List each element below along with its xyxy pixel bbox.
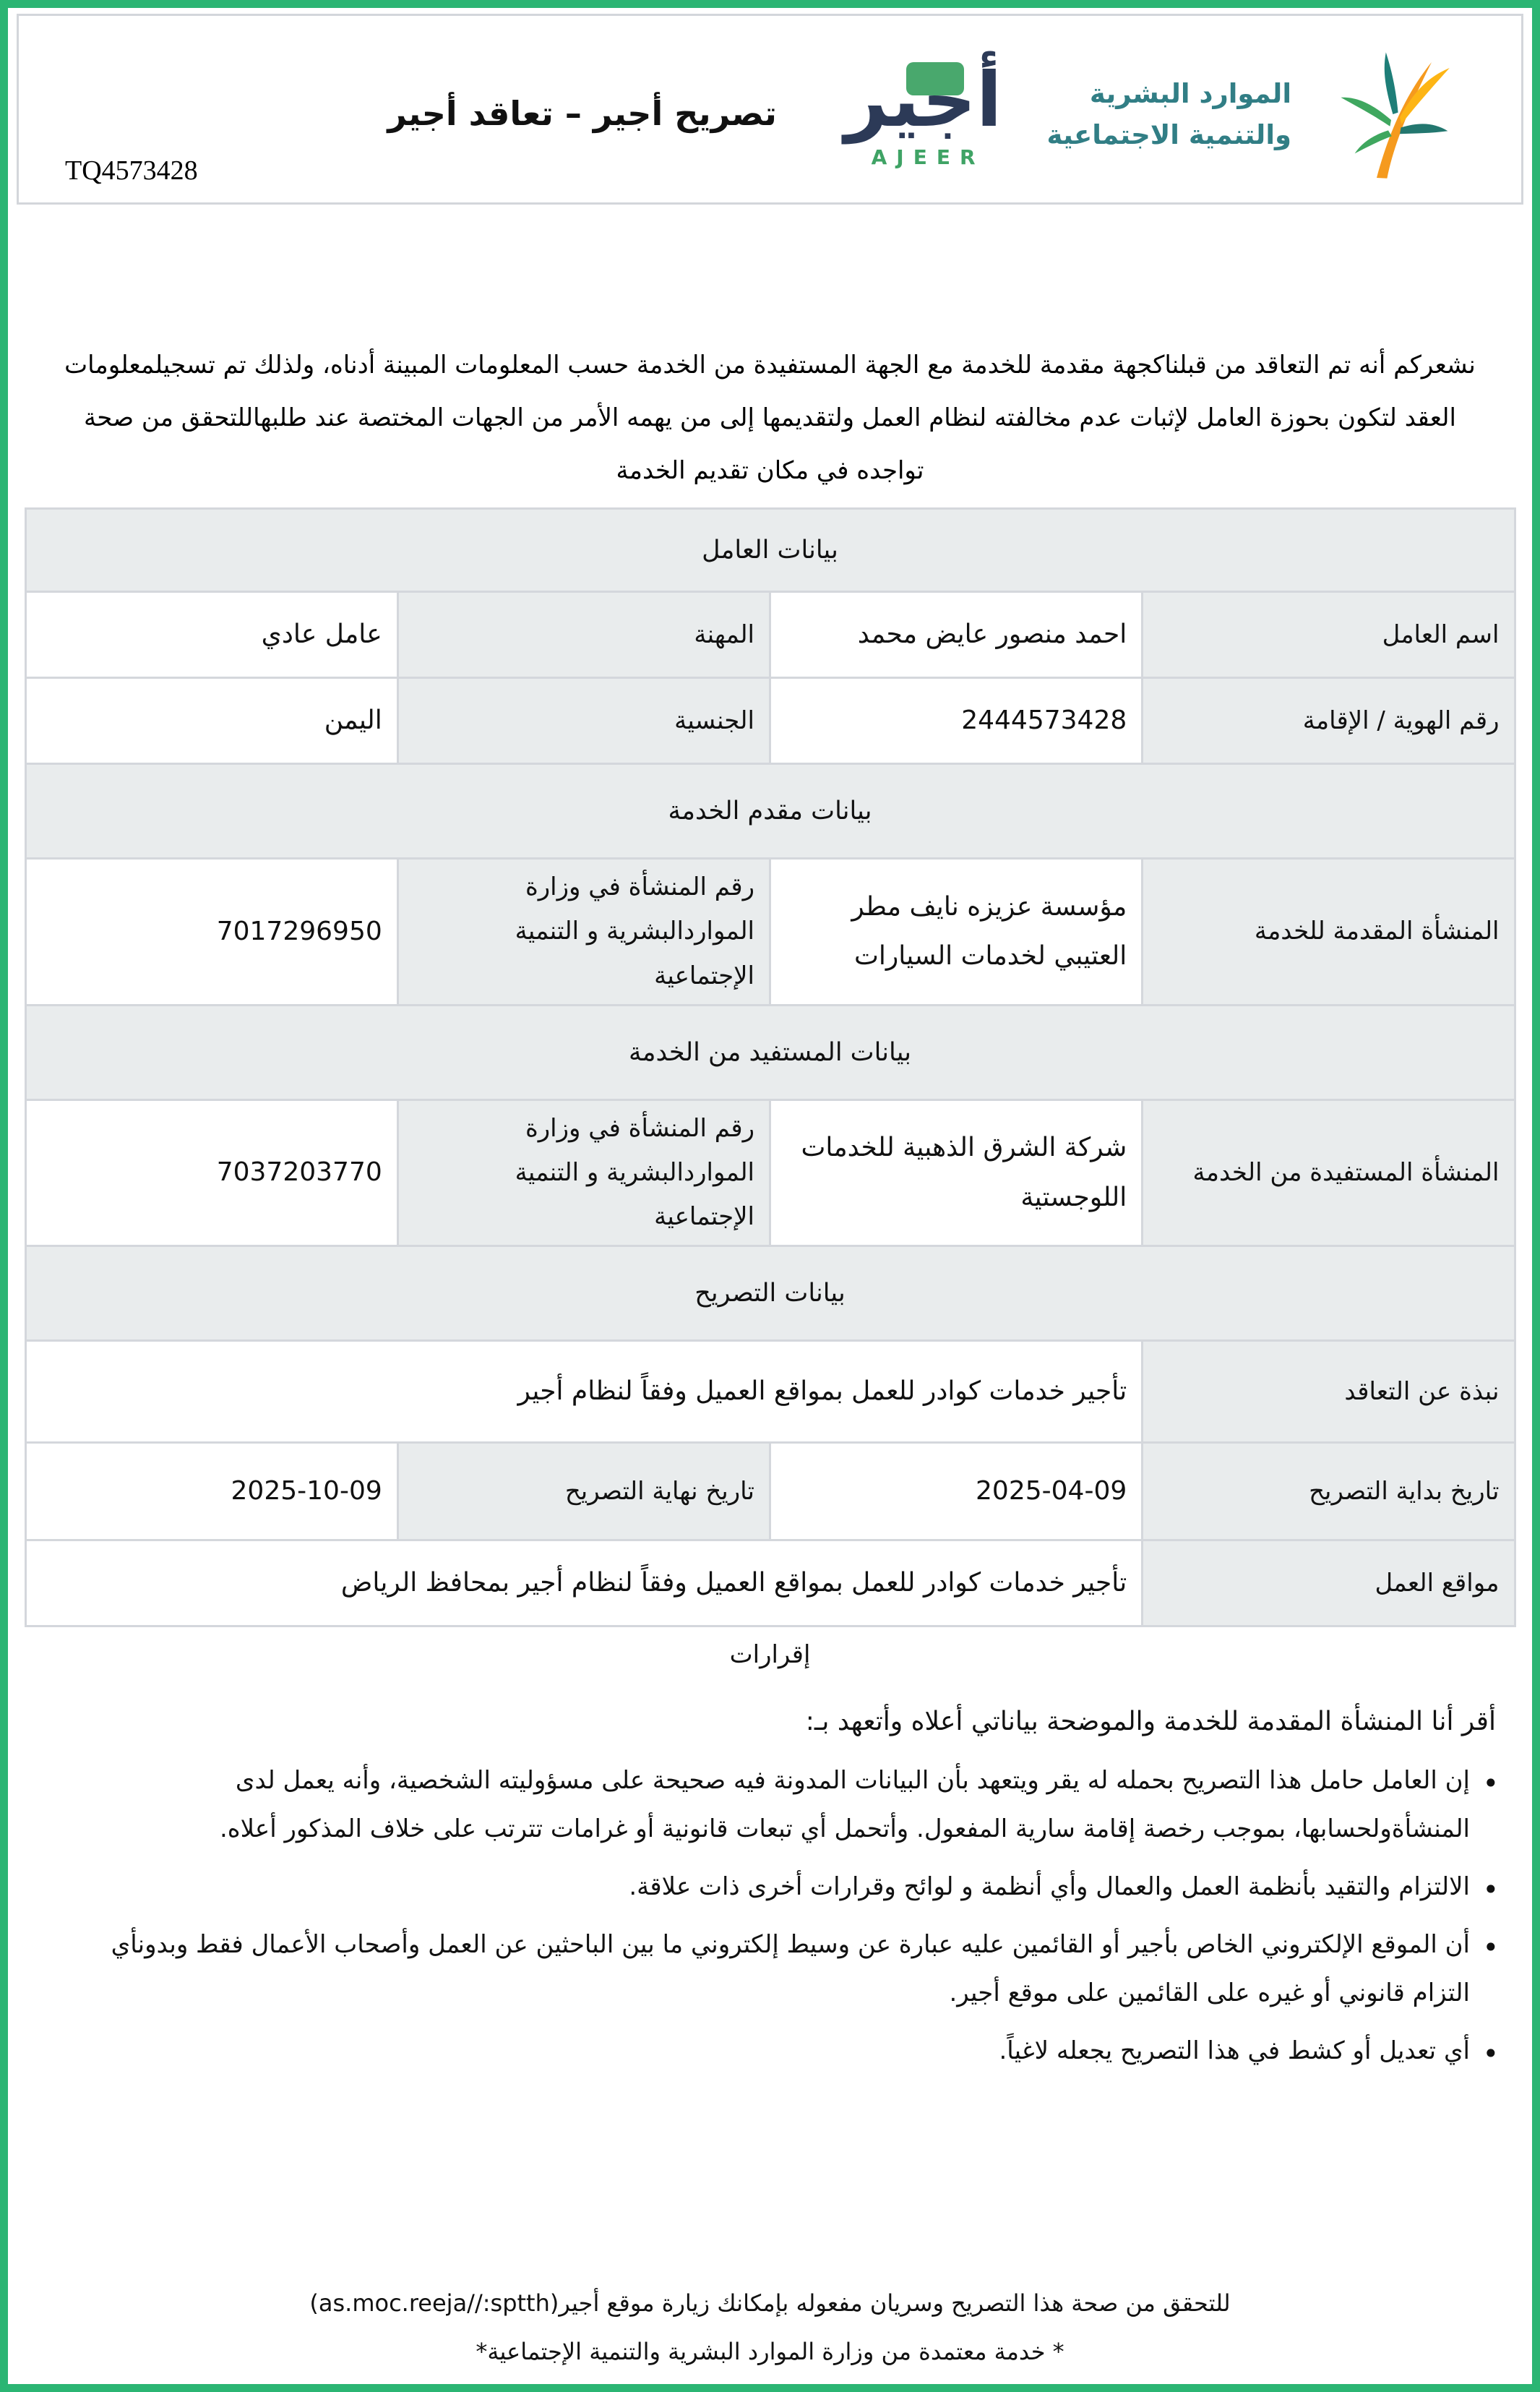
declarations-intro: أقر أنا المنشأة المقدمة للخدمة والموضحة بياناتي أعلاه وأتعهد بـ: (805, 1707, 1496, 1737)
footer (8, 2284, 1532, 2371)
section-permit-header (25, 1246, 1515, 1341)
section-provider-header (25, 764, 1515, 859)
table-row-contract-summary (25, 1341, 1515, 1443)
worker-name-label: اسم العامل (1143, 592, 1515, 678)
declarations-list (51, 1757, 1500, 2075)
profession-label: المهنة (397, 592, 770, 678)
provider-establishment-label: المنشأة المقدمة للخدمة (1143, 859, 1515, 1006)
header-logos (845, 42, 1458, 187)
declaration-item: • أي تعديل أو كشط في هذا التصريح يجعله لاغياً. (51, 2027, 1500, 2075)
header (17, 14, 1523, 205)
ministry-wordmark (1046, 73, 1291, 156)
contract-summary-label: نبذة عن التعاقد (1143, 1341, 1515, 1443)
declaration-item: • أن الموقع الإلكتروني الخاص بأجير أو القائمين عليه عبارة عن وسيط إلكتروني ما بين الباحثين عن العمل وأصحاب الأعمال فقط وبدونأي التزام قانوني أو غيره على القائمين على موقع أجير. (51, 1921, 1500, 2017)
worker-name-value: احمد منصور عايض محمد (770, 592, 1143, 678)
beneficiary-establishment-label: المنشأة المستفيدة من الخدمة (1143, 1099, 1515, 1246)
ajeer-logo (844, 56, 1002, 169)
footer-approved-line: * خدمة معتمدة من وزارة الموارد البشرية والتنمية الإجتماعية* (476, 2337, 1064, 2365)
beneficiary-establishment-value: شركة الشرق الذهبية للخدمات اللوجستية (770, 1099, 1143, 1246)
permit-table (25, 507, 1516, 1627)
work-locations-label: مواقع العمل (1143, 1540, 1515, 1626)
provider-mol-number-value: 7017296950 (25, 859, 397, 1006)
section-title: بيانات المستفيد من الخدمة (25, 1005, 1515, 1099)
section-title: بيانات التصريح (25, 1246, 1515, 1341)
footer-verify-line (8, 2284, 1532, 2323)
table-row-worker-name (25, 592, 1515, 678)
page-title: تصريح أجير – تعاقد أجير (387, 94, 777, 133)
declaration-item: • إن العامل حامل هذا التصريح بحمله له يقر ويتعهد بأن البيانات المدونة فيه صحيحة على مسؤوليته الشخصية، وأنه يعمل لدى المنشأةولحسابها، بموجب رخصة إقامة سارية المفعول. وأتحمل أي تبعات قانونية أو غرامات تترتب على خلاف المذكور أعلاه. (51, 1757, 1500, 1853)
ajeer-logo-arabic: أجير (844, 56, 1002, 145)
footer-verify-url: (as.moc.reeja//:sptth) (309, 2289, 559, 2318)
table-row-work-locations (25, 1540, 1515, 1626)
declarations-title: إقرارات (729, 1640, 811, 1670)
table-row-worker-id (25, 678, 1515, 764)
table-row-permit-dates (25, 1443, 1515, 1540)
beneficiary-mol-number-label: رقم المنشأة في وزارة المواردالبشرية و التنمية الإجتماعية (397, 1099, 770, 1246)
start-date-label: تاريخ بداية التصريح (1143, 1443, 1515, 1540)
end-date-label: تاريخ نهاية التصريح (397, 1443, 770, 1540)
id-number-label: رقم الهوية / الإقامة (1143, 678, 1515, 764)
ministry-palm-icon (1336, 40, 1458, 189)
nationality-label: الجنسية (397, 678, 770, 764)
section-beneficiary-header (25, 1005, 1515, 1099)
contract-summary-value: تأجير خدمات كوادر للعمل بمواقع العميل وفقاً لنظام أجير (25, 1341, 1143, 1443)
provider-establishment-value: مؤسسة عزيزه نايف مطر العتيبي لخدمات السيارات (770, 859, 1143, 1006)
ministry-line2: والتنمية الاجتماعية (1046, 119, 1291, 150)
declaration-item: • الالتزام والتقيد بأنظمة العمل والعمال وأي أنظمة و لوائح وقرارات أخرى ذات علاقة. (51, 1863, 1500, 1911)
ministry-line1: الموارد البشرية (1089, 77, 1291, 109)
table-row-provider (25, 859, 1515, 1006)
beneficiary-mol-number-value: 7037203770 (25, 1099, 397, 1246)
permit-number: TQ4573428 (65, 155, 198, 186)
profession-value: عامل عادي (25, 592, 397, 678)
section-title: بيانات مقدم الخدمة (25, 764, 1515, 859)
nationality-value: اليمن (25, 678, 397, 764)
section-worker-header (25, 509, 1515, 592)
footer-verify-text: للتحقق من صحة هذا التصريح وسريان مفعوله بإمكانك زيارة موقع أجير (559, 2289, 1231, 2318)
work-locations-value: تأجير خدمات كوادر للعمل بمواقع العميل وفقاً لنظام أجير بمحافظ الرياض (25, 1540, 1143, 1626)
intro-paragraph: نشعركم أنه تم التعاقد من قبلناكجهة مقدمة للخدمة مع الجهة المستفيدة من الخدمة حسب المعلومات المبينة أدناه، ولذلك تم تسجيلمعلومات العقد لتكون بحوزة العامل لإثبات عدم مخالفته لنظام العمل ولتقديمها إلى من يهمه الأمر من الجهات المختصة عند طلبهاللتحقق من صحة تواجده في مكان تقديم الخدمة (64, 351, 1476, 486)
section-title: بيانات العامل (25, 509, 1515, 592)
ajeer-logo-latin: AJEER (871, 145, 985, 169)
table-row-beneficiary (25, 1099, 1515, 1246)
end-date-value: 2025-10-09 (25, 1443, 397, 1540)
provider-mol-number-label: رقم المنشأة في وزارة المواردالبشرية و التنمية الإجتماعية (397, 859, 770, 1006)
id-number-value: 2444573428 (770, 678, 1143, 764)
start-date-value: 2025-04-09 (770, 1443, 1143, 1540)
